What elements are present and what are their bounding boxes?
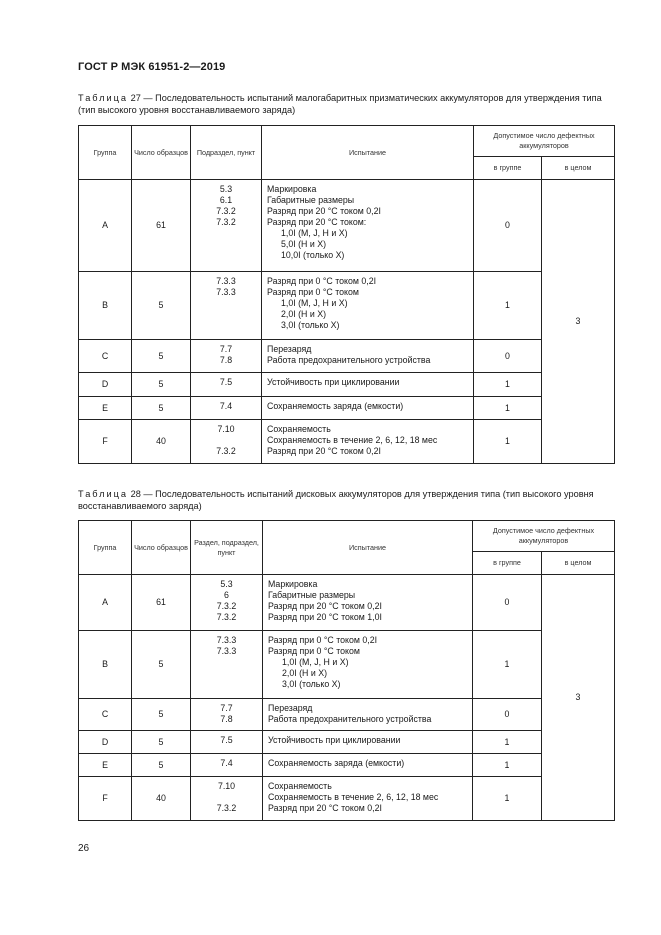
in-group-cell: 0 [474,180,542,272]
table-row [79,180,615,272]
section-cell [191,699,263,731]
test-line: Габаритные размеры [268,590,356,600]
test-line: Разряд при 20 °С током 0,2I [267,446,381,456]
table-row [79,699,615,731]
test-line: 1,0I (M, J, H и X) [281,298,348,308]
test-line: Устойчивость при циклировании [267,377,400,387]
section-line: 6.1 [219,195,233,205]
overall-cell: 3 [542,180,615,464]
table-title: — Последовательность испытаний дисковых аккумуляторов для утверждения типа (тип высокого уровня восстанавливаемого заряда) [78,489,594,511]
table-row [79,731,615,754]
page-number: 26 [78,843,90,854]
section-line: 7.3.2 [216,612,237,622]
test-line: Сохраняемость [267,424,331,434]
test-cell [262,373,474,397]
section-line [191,792,262,803]
group-cell: A [79,180,132,272]
header-defects: Допустимое число дефектных аккумуляторов [473,521,615,552]
in-group-cell: 0 [474,340,542,373]
header-section: Раздел, подраздел, пункт [191,521,263,575]
test-cell [262,420,474,464]
table-label: Таблица [78,93,129,103]
section-line: 7.3.2 [216,217,236,227]
test-line: Разряд при 0 °С током 0,2I [268,635,378,645]
section-line [191,309,261,320]
section-line: 6 [224,590,229,600]
section-line [191,668,262,679]
table-row [79,420,615,464]
section-line [191,228,261,239]
header-overall: в целом [542,552,615,575]
test-line: Перезаряд [268,703,313,713]
group-cell: E [79,754,132,777]
test-sequence-table [78,520,615,821]
group-cell: F [79,420,132,464]
samples-cell: 40 [132,420,191,464]
test-cell [263,575,473,631]
test-line: Разряд при 20 °С током 0,2I [268,601,382,611]
table-row [79,754,615,777]
in-group-cell: 1 [474,373,542,397]
section-line: 7.7 [220,703,233,713]
section-line: 7.5 [220,735,233,745]
section-line: 5.3 [219,184,233,194]
test-line: Сохраняемость заряда (емкости) [267,401,404,411]
group-cell: D [79,373,132,397]
section-line [191,298,261,309]
in-group-cell: 1 [473,754,542,777]
header-group: Группа [79,521,132,575]
test-cell [263,777,473,821]
table-title: — Последовательность испытаний малогабаритных призматических аккумуляторов для утверждения типа (тип высокого уровня восстанавливаемого заряда) [78,93,602,115]
samples-cell: 5 [132,373,191,397]
test-line: Габаритные размеры [267,195,355,205]
table-row [79,340,615,373]
section-cell [191,754,263,777]
section-line: 7.3.2 [216,446,236,456]
group-cell: D [79,731,132,754]
test-line: Сохраняемость в течение 2, 6, 12, 18 мес [268,792,439,802]
samples-cell: 61 [132,575,191,631]
test-line: Сохраняемость заряда (емкости) [268,758,405,768]
section-cell [191,397,262,420]
test-cell [262,272,474,340]
section-cell [191,731,263,754]
test-cell [262,340,474,373]
test-cell [263,731,473,754]
table-number: 28 [130,489,141,499]
section-line: 7.3.2 [216,601,237,611]
section-cell [191,575,263,631]
header-test: Испытание [263,521,473,575]
in-group-cell: 1 [474,272,542,340]
header-samples: Число образцов [132,521,191,575]
samples-cell: 5 [132,340,191,373]
section-line: 7.3.3 [216,646,237,656]
test-line: Устойчивость при циклировании [268,735,401,745]
group-cell: B [79,272,132,340]
section-cell [191,420,262,464]
section-line: 7.3.3 [216,635,237,645]
section-cell [191,631,263,699]
group-cell: A [79,575,132,631]
group-cell: F [79,777,132,821]
header-in-group: в группе [473,552,542,575]
test-line: 10,0I (только X) [281,250,345,260]
table-row [79,575,615,631]
test-cell [263,699,473,731]
table-number: 27 [130,93,141,103]
test-cell [262,180,474,272]
test-line: Работа предохранительного устройства [267,355,431,365]
section-line: 7.7 [219,344,233,354]
section-line [191,320,261,331]
table-label: Таблица [78,489,129,499]
test-line: 1,0I (M, J, H и X) [282,657,349,667]
test-cell [263,631,473,699]
section-line [191,679,262,690]
samples-cell: 5 [132,754,191,777]
test-line: Разряд при 0 °С током [268,646,360,656]
test-line: Маркировка [268,579,318,589]
group-cell: C [79,699,132,731]
section-line: 7.3.3 [216,276,236,286]
section-line [191,239,261,250]
samples-cell: 5 [132,699,191,731]
in-group-cell: 1 [474,420,542,464]
samples-cell: 5 [132,397,191,420]
in-group-cell: 1 [473,631,542,699]
samples-cell: 40 [132,777,191,821]
test-cell [262,397,474,420]
header-in-group: в группе [474,157,542,180]
table-caption [78,488,614,512]
header-samples: Число образцов [132,126,191,180]
test-line: 2,0I (H и X) [282,668,327,678]
group-cell: C [79,340,132,373]
section-line [191,435,261,446]
group-cell: B [79,631,132,699]
test-line: Перезаряд [267,344,312,354]
section-line: 7.4 [219,401,233,411]
in-group-cell: 1 [473,777,542,821]
table-row [79,397,615,420]
table-row [79,777,615,821]
section-line: 7.10 [217,424,235,434]
test-line: 1,0I (M, J, H и X) [281,228,348,238]
test-cell [263,754,473,777]
section-cell [191,180,262,272]
header-group: Группа [79,126,132,180]
table-row [79,272,615,340]
section-line: 7.5 [219,377,233,387]
test-line: Разряд при 0 °С током [267,287,359,297]
test-line: Сохраняемость [268,781,332,791]
section-cell [191,373,262,397]
samples-cell: 5 [132,731,191,754]
section-line: 7.8 [219,355,233,365]
test-line: Разряд при 20 °С током: [267,217,367,227]
test-line: 3,0I (только X) [281,320,340,330]
table-row [79,631,615,699]
in-group-cell: 1 [473,731,542,754]
section-cell [191,340,262,373]
section-line [191,250,261,261]
section-line: 7.3.2 [216,206,236,216]
section-cell [191,777,263,821]
test-line: 5,0I (H и X) [281,239,326,249]
test-line: Разряд при 20 °С током 0,2I [268,803,382,813]
header-defects: Допустимое число дефектных аккумуляторов [474,126,615,157]
section-line: 7.4 [220,758,233,768]
test-line: Разряд при 20 °С током 0,2I [267,206,381,216]
test-line: 2,0I (H и X) [281,309,326,319]
in-group-cell: 1 [474,397,542,420]
table-row [79,373,615,397]
section-line: 7.8 [220,714,233,724]
overall-cell: 3 [542,575,615,821]
test-line: Работа предохранительного устройства [268,714,432,724]
document-code: ГОСТ Р МЭК 61951-2—2019 [78,61,226,73]
test-line: Разряд при 20 °С током 1,0I [268,612,382,622]
test-line: 3,0I (только X) [282,679,341,689]
section-line [191,657,262,668]
test-line: Маркировка [267,184,317,194]
test-line: Сохраняемость в течение 2, 6, 12, 18 мес [267,435,438,445]
header-test: Испытание [262,126,474,180]
header-section: Подраздел, пункт [191,126,262,180]
samples-cell: 5 [132,272,191,340]
samples-cell: 5 [132,631,191,699]
header-overall: в целом [542,157,615,180]
section-line: 5.3 [220,579,233,589]
in-group-cell: 0 [473,575,542,631]
section-line: 7.3.3 [216,287,236,297]
test-sequence-table [78,125,615,464]
section-line: 7.10 [217,781,236,791]
samples-cell: 61 [132,180,191,272]
section-line: 7.3.2 [216,803,237,813]
section-cell [191,272,262,340]
group-cell: E [79,397,132,420]
test-line: Разряд при 0 °С током 0,2I [267,276,377,286]
table-caption [78,92,614,116]
in-group-cell: 0 [473,699,542,731]
